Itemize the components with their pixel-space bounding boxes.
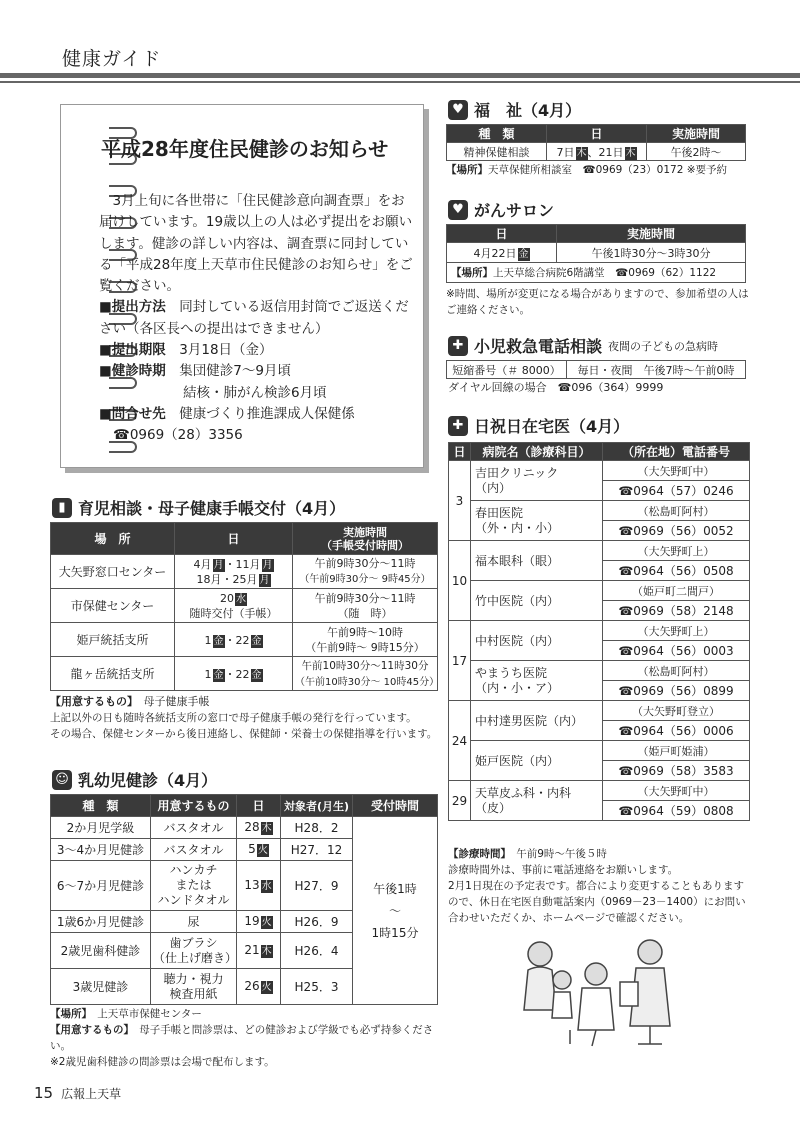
shoni-dial-label: ダイヤル回線の場合 bbox=[448, 381, 547, 394]
ikuji-time-main: 午前9時30分～11時 bbox=[314, 557, 416, 570]
period-text-2: 結核・肺がん検診6月頃 bbox=[183, 384, 327, 401]
ikuji-time bbox=[293, 589, 438, 623]
notice-body bbox=[99, 191, 415, 447]
ikuji-note-line: 上記以外の日も随時各統括支所の窓口で母子健康手帳の発行を行っています。 bbox=[50, 712, 417, 724]
weekday-badge: 木 bbox=[576, 147, 587, 159]
ikuji-note-text: 母子健康手帳 bbox=[143, 695, 210, 708]
table-row bbox=[449, 621, 750, 641]
nyuyoji-note-label: 【用意するもの】 bbox=[50, 1024, 129, 1036]
weekday-badge: 金 bbox=[213, 635, 224, 647]
nyuyoji-item: ハンカチ または ハンドタオル bbox=[151, 861, 237, 911]
shoni-dial bbox=[448, 380, 758, 396]
nyuyoji-item: バスタオル bbox=[151, 839, 237, 861]
zaitaku-note-line: 2月1日現在の予定表です。都合により変更することもありますので、休日在宅医自動電話案内（0969－23－1400）にお問い合わせいただくか、ホームページで確認ください。 bbox=[448, 880, 746, 924]
ikuji-place: 市保健センター bbox=[51, 589, 175, 623]
method-text: 同封している返信用封筒でご返送ください（各区長への提出はできません） bbox=[99, 299, 409, 337]
nyuyoji-kind: 3歳児健診 bbox=[51, 969, 151, 1005]
reception-start: 午後1時 bbox=[373, 881, 417, 896]
header-rule-thin bbox=[0, 81, 800, 83]
clinic-name: 春田医院 （外・内・小） bbox=[471, 501, 603, 541]
page-section-title: 健康ガイド bbox=[62, 48, 162, 70]
clinic-location: （姫戸町二間戸） bbox=[603, 581, 750, 601]
period-text-1: 集団健診7～9月頃 bbox=[179, 363, 291, 380]
ikuji-table bbox=[50, 522, 438, 691]
ikuji-day-text: ・22 bbox=[224, 667, 250, 681]
ikuji-time-reception: （随 時） bbox=[337, 606, 393, 620]
ikuji-time-reception: （午前9時～ 9時15分） bbox=[305, 640, 425, 654]
fukushi-day bbox=[547, 143, 647, 161]
nyuyoji-kind: 2か月児学級 bbox=[51, 817, 151, 839]
table-row bbox=[447, 361, 746, 379]
nyuyoji-day-num: 5 bbox=[248, 842, 256, 856]
period-label: ■健診時期 bbox=[99, 363, 166, 380]
ikuji-place: 大矢野窓口センター bbox=[51, 555, 175, 589]
nyuyoji-header-day: 日 bbox=[237, 795, 281, 817]
deadline-label: ■提出期限 bbox=[99, 342, 166, 359]
zaitaku-day: 29 bbox=[449, 781, 471, 821]
clinic-name: 中村達男医院（内） bbox=[471, 701, 603, 741]
weekday-badge: 月 bbox=[213, 559, 224, 571]
gan-note: ※時間、場所が変更になる場合がありますので、参加希望の人はご連絡ください。 bbox=[446, 288, 749, 316]
bottle-icon: ▮ bbox=[52, 498, 72, 518]
nyuyoji-day-num: 13 bbox=[244, 878, 260, 892]
clinic-phone: ☎0969（58）2148 bbox=[603, 601, 750, 621]
shoni-section-title bbox=[448, 334, 718, 357]
fukushi-note-text: 天草保健所相談室 ☎0969（23）0172 ※要予約 bbox=[488, 164, 728, 176]
clinic-location: （姫戸町姫浦） bbox=[603, 741, 750, 761]
weekday-badge: 火 bbox=[261, 917, 272, 928]
notice-card bbox=[60, 104, 424, 468]
fukushi-section-title bbox=[448, 98, 581, 121]
clinic-name: 竹中医院（内） bbox=[471, 581, 603, 621]
nyuyoji-day-num: 26 bbox=[244, 979, 260, 993]
notice-intro: 3月上旬に各世帯に「住民健診意向調査票」をお届けしています。19歳以上の人は必ず提出をお願いします。健診の詳しい内容は、調査票に同封している「平成28年度上天草市住民健診のお知らせ」をご覧ください。 bbox=[99, 193, 413, 295]
nyuyoji-target: H27．12 bbox=[281, 839, 353, 861]
clinic-location: （松島町阿村） bbox=[603, 501, 750, 521]
contact-phone: ☎0969（28）3356 bbox=[113, 427, 243, 444]
table-row bbox=[449, 581, 750, 601]
ikuji-day bbox=[175, 589, 293, 623]
clinic-phone: ☎0969（56）0899 bbox=[603, 681, 750, 701]
table-row bbox=[447, 143, 746, 161]
ikuji-header-place: 場 所 bbox=[51, 523, 175, 555]
nyuyoji-section-title bbox=[52, 768, 217, 791]
clinic-location: （大矢野町登立） bbox=[603, 701, 750, 721]
baby-face-icon: ☺ bbox=[52, 770, 72, 790]
fukushi-note-label: 【場所】 bbox=[446, 164, 488, 176]
weekday-badge: 月 bbox=[262, 559, 273, 571]
ikuji-notes bbox=[50, 694, 442, 742]
fukushi-day-text: 7日 bbox=[556, 145, 575, 159]
ikuji-time bbox=[293, 555, 438, 589]
nyuyoji-day-num: 28 bbox=[244, 820, 260, 834]
ikuji-time-main: 午前9時30分～11時 bbox=[314, 591, 416, 605]
ikuji-place: 龍ヶ岳統括支所 bbox=[51, 657, 175, 691]
nyuyoji-note-line: ※2歳児歯科健診の問診票は会場で配布します。 bbox=[50, 1056, 275, 1068]
ikuji-header-time: 実施時間 （手帳受付時間） bbox=[293, 523, 438, 555]
nyuyoji-note-text: 母子手帳と問診票は、どの健診および学級でも必ず持参ください。 bbox=[50, 1024, 434, 1052]
nyuyoji-kind: 1歳6か月児健診 bbox=[51, 911, 151, 933]
weekday-badge: 水 bbox=[236, 593, 246, 605]
weekday-badge: 月 bbox=[259, 574, 270, 586]
ikuji-note-label: 【用意するもの】 bbox=[50, 695, 133, 708]
contact-label: ■問合せ先 bbox=[99, 405, 166, 422]
ikuji-day-text: 1 bbox=[204, 667, 212, 681]
weekday-badge: 木 bbox=[261, 946, 272, 957]
nyuyoji-day bbox=[237, 911, 281, 933]
nyuyoji-note-label: 【場所】 bbox=[50, 1008, 87, 1020]
ikuji-day-text: ・11月 bbox=[224, 557, 261, 571]
zaitaku-notes bbox=[448, 846, 754, 926]
ikuji-day bbox=[175, 555, 293, 589]
nyuyoji-target: H27．9 bbox=[281, 861, 353, 911]
nyuyoji-target: H28．2 bbox=[281, 817, 353, 839]
clinic-phone: ☎0969（58）3583 bbox=[603, 761, 750, 781]
nyuyoji-header-kind: 種 類 bbox=[51, 795, 151, 817]
weekday-badge: 火 bbox=[257, 845, 268, 856]
page-number: 15 bbox=[34, 1084, 54, 1102]
table-row bbox=[449, 661, 750, 681]
gan-date: 4月22日 bbox=[473, 246, 517, 260]
clinic-phone: ☎0964（56）0003 bbox=[603, 641, 750, 661]
weekday-badge: 金 bbox=[251, 635, 262, 647]
ikuji-day-text: 18月 bbox=[196, 572, 222, 586]
nyuyoji-notes bbox=[50, 1006, 442, 1070]
ikuji-day-text: 20 bbox=[220, 591, 234, 605]
fukushi-header-kind: 種 類 bbox=[447, 125, 547, 143]
fukushi-kind: 精神保健相談 bbox=[447, 143, 547, 161]
nyuyoji-kind: 6～7か月児健診 bbox=[51, 861, 151, 911]
gan-header-day: 日 bbox=[447, 225, 557, 243]
notice-title: 平成28年度住民健診のお知らせ bbox=[101, 137, 389, 161]
zaitaku-header-contact: （所在地）電話番号 bbox=[603, 443, 750, 461]
zaitaku-header-day: 日 bbox=[449, 443, 471, 461]
gan-place-text: 上天草総合病院6階講堂 ☎0969（62）1122 bbox=[493, 267, 717, 279]
nyuyoji-header-item: 用意するもの bbox=[151, 795, 237, 817]
nyuyoji-note-text: 上天草市保健センター bbox=[97, 1008, 202, 1020]
method-label: ■提出方法 bbox=[99, 299, 166, 316]
ikuji-day bbox=[175, 623, 293, 657]
clinic-phone: ☎0964（56）0006 bbox=[603, 721, 750, 741]
nyuyoji-item: 尿 bbox=[151, 911, 237, 933]
weekday-badge: 金 bbox=[213, 669, 224, 681]
clinic-name: 天草皮ふ科・内科 （皮） bbox=[471, 781, 603, 821]
clinic-location: （大矢野町上） bbox=[603, 541, 750, 561]
table-row bbox=[51, 555, 438, 589]
nyuyoji-header-reception: 受付時間 bbox=[353, 795, 438, 817]
ikuji-time bbox=[293, 623, 438, 657]
clinic-location: （大矢野町中） bbox=[603, 461, 750, 481]
table-row bbox=[449, 701, 750, 721]
ikuji-header-day: 日 bbox=[175, 523, 293, 555]
ikuji-day-text: ・25月 bbox=[221, 572, 258, 586]
fukushi-header-time: 実施時間 bbox=[647, 125, 746, 143]
ikuji-time-reception: （午前9時30分～ 9時45分） bbox=[299, 574, 431, 585]
shoni-subtitle: 夜間の子どもの急病時 bbox=[608, 339, 719, 353]
nyuyoji-table bbox=[50, 794, 438, 1005]
gan-time: 午後1時30分～3時30分 bbox=[557, 243, 746, 263]
table-row bbox=[51, 589, 438, 623]
ikuji-title: 育児相談・母子健康手帳交付（4月） bbox=[78, 499, 346, 518]
ikuji-time-main: 午前9時～10時 bbox=[327, 625, 403, 639]
gan-place-label: 【場所】 bbox=[451, 267, 493, 279]
nyuyoji-day-num: 21 bbox=[244, 943, 260, 957]
clinic-location: （大矢野町中） bbox=[603, 781, 750, 801]
shoni-short-number: 短縮番号（＃ 8000） bbox=[447, 361, 567, 379]
nyuyoji-day bbox=[237, 839, 281, 861]
gan-table bbox=[446, 224, 746, 283]
zaitaku-section-title bbox=[448, 414, 629, 437]
fukushi-title: 福 祉（4月） bbox=[474, 101, 582, 120]
zaitaku-day: 17 bbox=[449, 621, 471, 701]
zaitaku-day: 24 bbox=[449, 701, 471, 781]
ikuji-time bbox=[293, 657, 438, 691]
nyuyoji-day bbox=[237, 817, 281, 839]
fukushi-table bbox=[446, 124, 746, 161]
table-row bbox=[449, 741, 750, 761]
page-footer bbox=[34, 1084, 121, 1102]
nyuyoji-day bbox=[237, 861, 281, 911]
table-row bbox=[449, 461, 750, 481]
nyuyoji-kind: 2歳児歯科健診 bbox=[51, 933, 151, 969]
clinic-phone: ☎0964（59）0808 bbox=[603, 801, 750, 821]
ikuji-time-reception: （午前10時30分～ 10時45分） bbox=[295, 676, 440, 688]
nyuyoji-item: 聴力・視力 検査用紙 bbox=[151, 969, 237, 1005]
clinic-location: （大矢野町上） bbox=[603, 621, 750, 641]
shoni-dial-number: ☎096（364）9999 bbox=[557, 381, 664, 394]
medical-cross-icon: ✚ bbox=[448, 416, 468, 436]
ikuji-day bbox=[175, 657, 293, 691]
zaitaku-header-hospital: 病院名（診療科目） bbox=[471, 443, 603, 461]
table-row bbox=[51, 657, 438, 691]
weekday-badge: 木 bbox=[261, 823, 272, 834]
ikuji-day-text: 1 bbox=[204, 633, 212, 647]
nyuyoji-title: 乳幼児健診（4月） bbox=[78, 771, 218, 790]
ikuji-section-title bbox=[52, 496, 345, 519]
shoni-table bbox=[446, 360, 746, 379]
shoni-hours: 毎日・夜間 午後7時～午前0時 bbox=[567, 361, 746, 379]
clinic-name: 中村医院（内） bbox=[471, 621, 603, 661]
table-row bbox=[449, 781, 750, 801]
clinic-name: 姫戸医院（内） bbox=[471, 741, 603, 781]
table-row bbox=[449, 541, 750, 561]
contact-text: 健康づくり推進課成人保健係 bbox=[179, 405, 355, 422]
gan-header-time: 実施時間 bbox=[557, 225, 746, 243]
weekday-badge: 木 bbox=[625, 147, 636, 159]
table-row bbox=[51, 623, 438, 657]
gan-section-title bbox=[448, 198, 554, 221]
zaitaku-note-time: 午前9時～午後５時 bbox=[516, 848, 607, 860]
table-row bbox=[447, 243, 746, 263]
weekday-badge: 金 bbox=[251, 669, 262, 681]
heart-icon: ♥ bbox=[448, 200, 468, 220]
nyuyoji-item: バスタオル bbox=[151, 817, 237, 839]
clinic-name: 福本眼科（眼） bbox=[471, 541, 603, 581]
clinic-phone: ☎0964（56）0508 bbox=[603, 561, 750, 581]
publication-name: 広報上天草 bbox=[61, 1087, 122, 1101]
nyuyoji-header-target: 対象者(月生) bbox=[281, 795, 353, 817]
fukushi-note bbox=[446, 162, 756, 178]
weekday-badge: 金 bbox=[518, 248, 529, 260]
reception-end: 1時15分 bbox=[371, 925, 419, 940]
ikuji-time-main: 午前10時30分～11時30分 bbox=[301, 659, 429, 672]
nyuyoji-day bbox=[237, 933, 281, 969]
clinic-location: （松島町阿村） bbox=[603, 661, 750, 681]
clinic-phone: ☎0969（56）0052 bbox=[603, 521, 750, 541]
zaitaku-note-label: 【診療時間】 bbox=[448, 848, 506, 860]
nyuyoji-reception bbox=[353, 817, 438, 1005]
zaitaku-day: 10 bbox=[449, 541, 471, 621]
nyuyoji-item: 歯ブラシ （仕上げ磨き） bbox=[151, 933, 237, 969]
nyuyoji-day bbox=[237, 969, 281, 1005]
table-row bbox=[447, 263, 746, 283]
table-row bbox=[51, 817, 438, 839]
header-rule bbox=[0, 73, 800, 78]
ikuji-place: 姫戸統括支所 bbox=[51, 623, 175, 657]
nyuyoji-target: H26．4 bbox=[281, 933, 353, 969]
nyuyoji-target: H25．3 bbox=[281, 969, 353, 1005]
heart-icon: ♥ bbox=[448, 100, 468, 120]
zaitaku-table bbox=[448, 442, 750, 821]
reception-tilde: ～ bbox=[388, 903, 401, 918]
medical-cross-icon: ✚ bbox=[448, 336, 468, 356]
gan-day bbox=[447, 243, 557, 263]
ikuji-day-text: 4月 bbox=[193, 557, 212, 571]
weekday-badge: 火 bbox=[261, 982, 272, 993]
zaitaku-day: 3 bbox=[449, 461, 471, 541]
nyuyoji-kind: 3～4か月児健診 bbox=[51, 839, 151, 861]
ikuji-day-text: 随時交付（手帳） bbox=[189, 606, 278, 620]
table-row bbox=[449, 501, 750, 521]
zaitaku-note-line: 診療時間外は、事前に電話連絡をお願いします。 bbox=[448, 864, 679, 876]
gan-title: がんサロン bbox=[474, 201, 555, 220]
clinic-name: やまうち医院 （内・小・ア） bbox=[471, 661, 603, 701]
nyuyoji-day-num: 19 bbox=[244, 914, 260, 928]
clinic-phone: ☎0964（57）0246 bbox=[603, 481, 750, 501]
clinic-name: 吉田クリニック （内） bbox=[471, 461, 603, 501]
deadline-text: 3月18日（金） bbox=[179, 342, 273, 359]
ikuji-day-text: ・22 bbox=[224, 633, 250, 647]
shoni-title: 小児救急電話相談 bbox=[474, 337, 603, 356]
fukushi-header-day: 日 bbox=[547, 125, 647, 143]
fukushi-day-text: 、21日 bbox=[587, 145, 624, 159]
nyuyoji-target: H26．9 bbox=[281, 911, 353, 933]
weekday-badge: 水 bbox=[261, 881, 272, 892]
zaitaku-title: 日祝日在宅医（4月） bbox=[474, 417, 630, 436]
clinic-illustration bbox=[500, 930, 700, 1050]
fukushi-time: 午後2時～ bbox=[647, 143, 746, 161]
ikuji-note-line: その場合、保健センターから後日連絡し、保健師・栄養士の保健指導を行います。 bbox=[50, 728, 438, 740]
gan-place bbox=[447, 263, 746, 283]
